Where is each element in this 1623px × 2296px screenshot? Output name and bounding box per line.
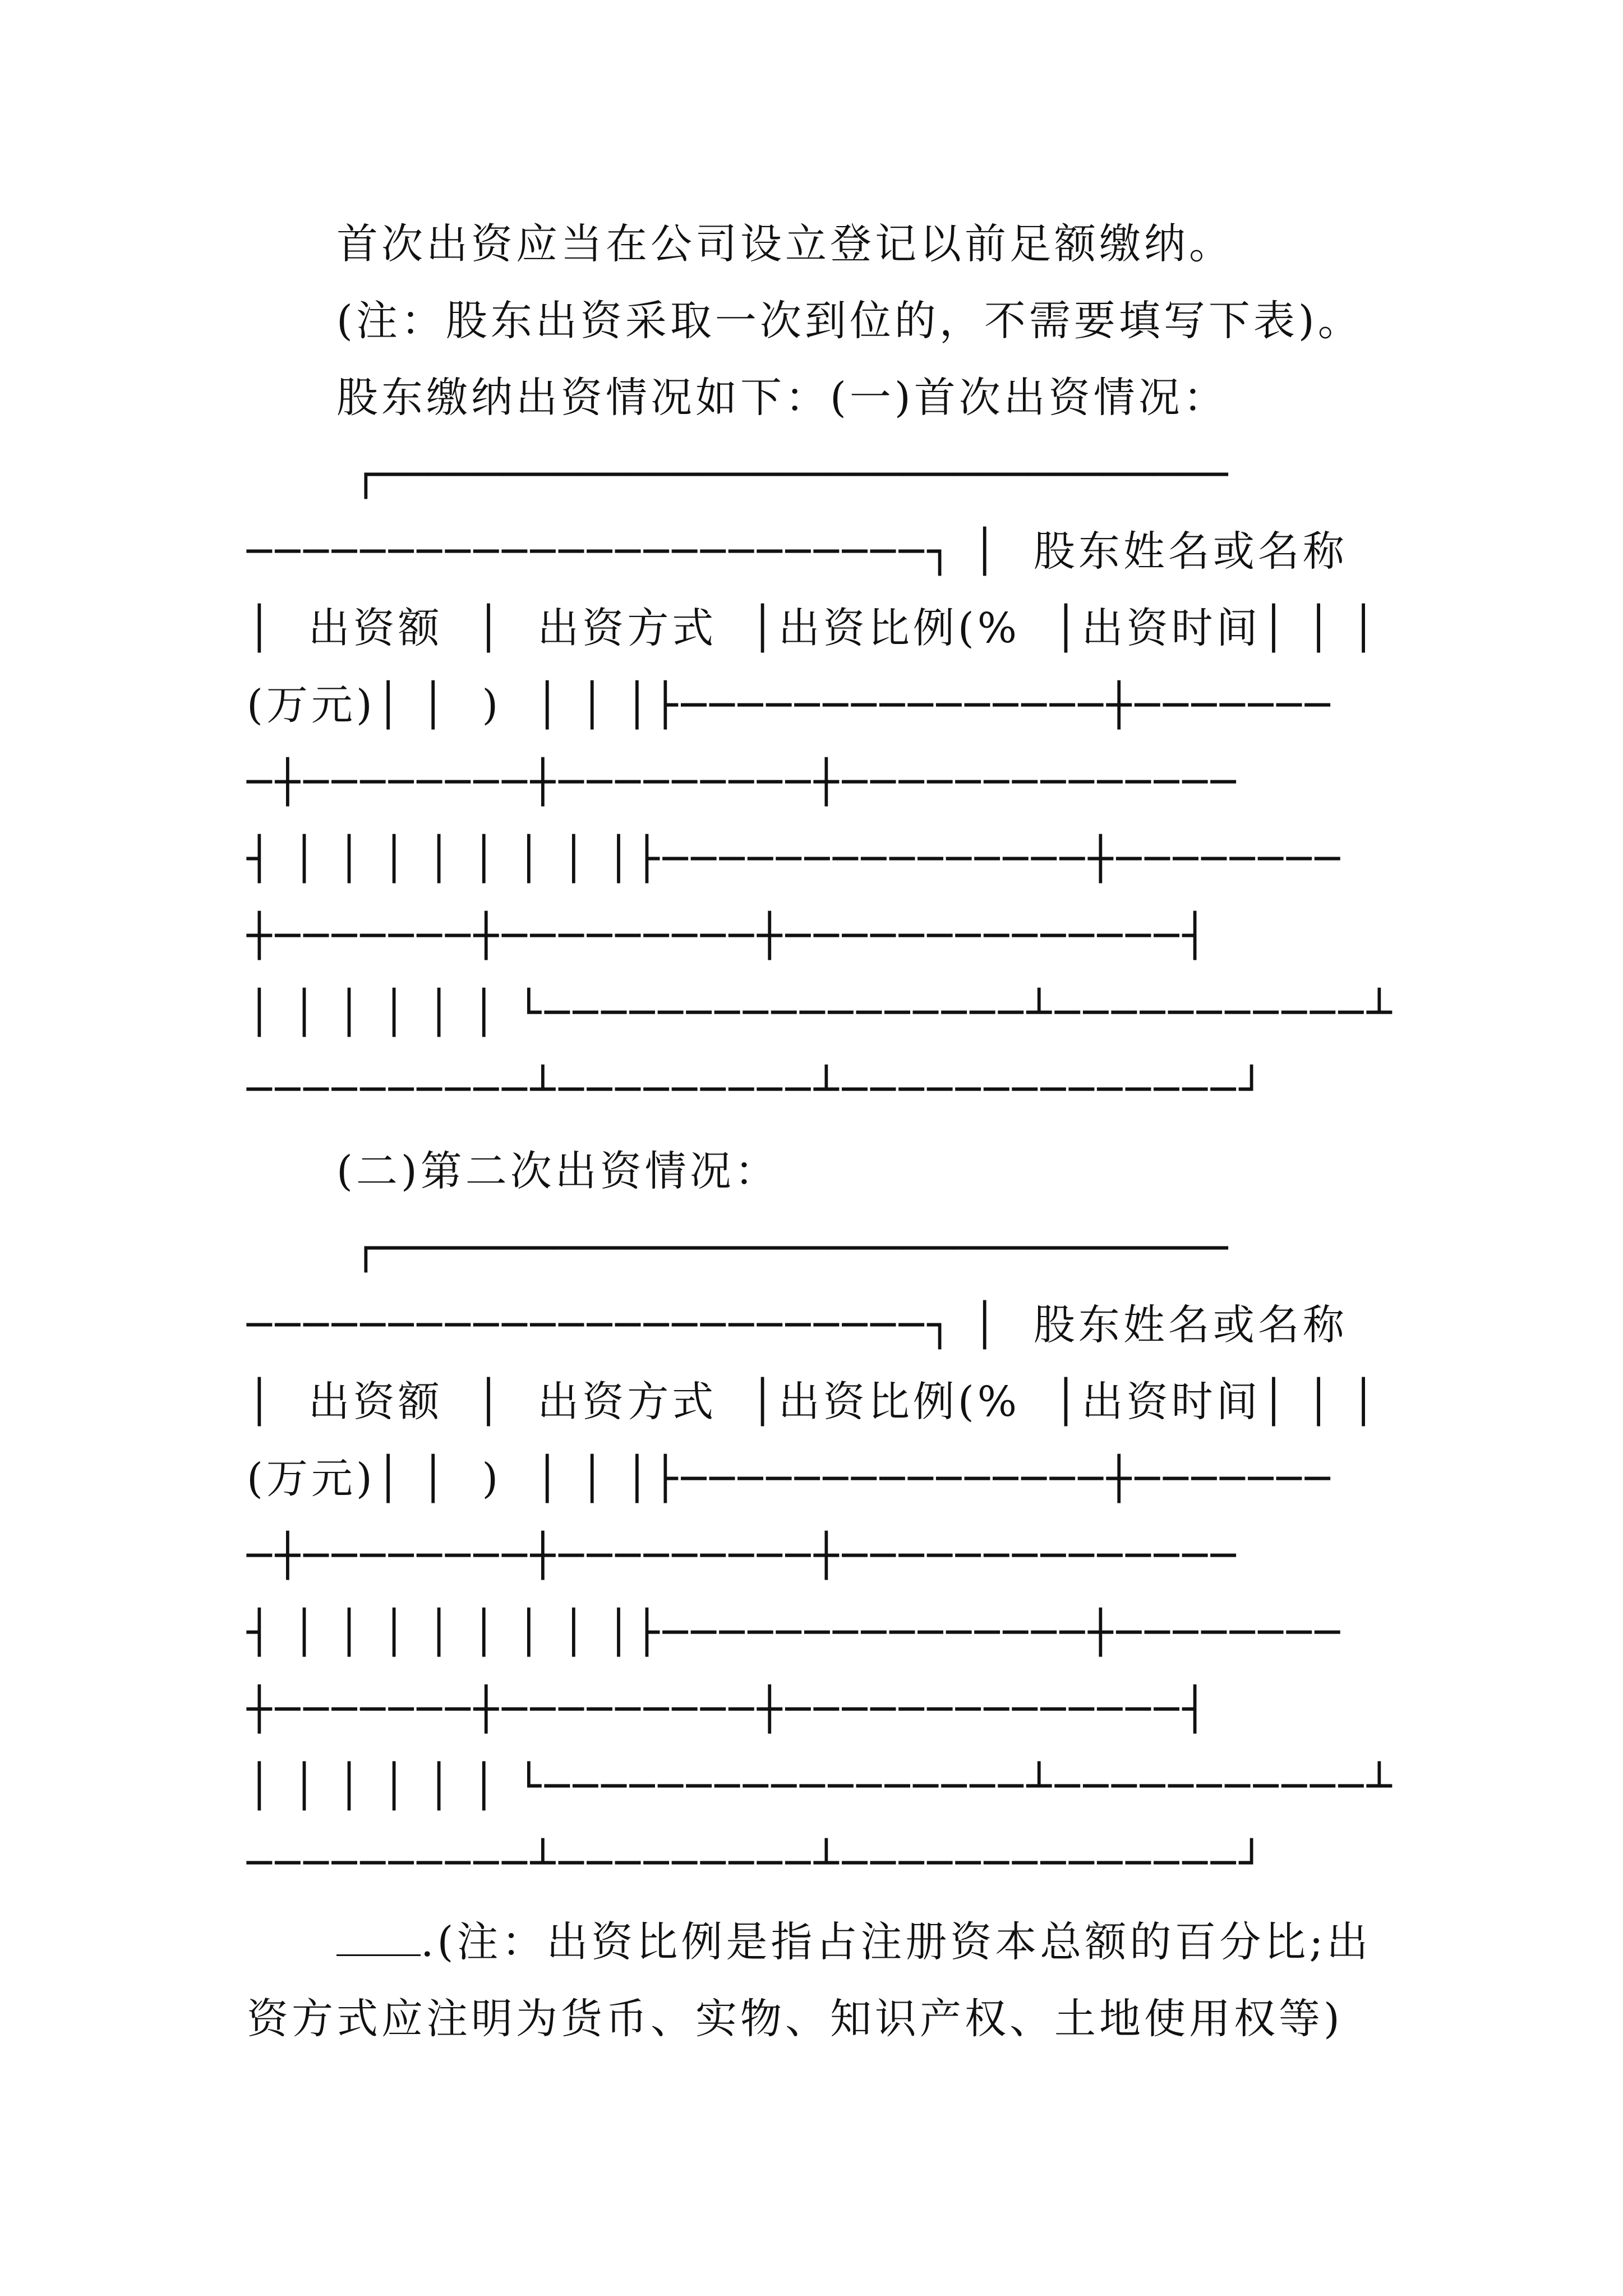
table1-row-6: ┤ │ │ │ │ │ │ │ │├───────────────┼──────── <box>247 835 1343 883</box>
table2-row-2: ────────────────────────┐ │ 股东姓名或名称 <box>247 1301 1348 1349</box>
section-heading-second-contribution: (二)第二次出资情况： <box>336 1147 780 1195</box>
blank-field <box>336 1921 421 1956</box>
note-text-1: .(注：出资比例是指占注册资本总额的百分比;出 <box>421 1918 1372 1966</box>
table1-row-1: ┌────────────────────────────────── <box>353 450 1228 499</box>
table2-row-8: │ │ │ │ │ │ └─────────────────┴───────────┴ <box>247 1762 1395 1810</box>
table2-row-5: ─┼────────┼─────────┼────────────── <box>247 1531 1239 1580</box>
table2-row-4: (万元)│ │ ) │ │ │├───────────────┼─────── <box>247 1455 1334 1503</box>
table1-row-7: ┼───────┼─────────┼──────────────┤ <box>247 912 1211 960</box>
table1-row-3: │ 出资额 │ 出资方式 │出资比例(% │出资时间│ │ │ <box>247 604 1380 652</box>
table1-row-8: │ │ │ │ │ │ └─────────────────┴───────────┴ <box>247 988 1395 1037</box>
note-line-2: 资方式应注明为货币、实物、知识产权、土地使用权等) <box>247 1995 1343 2043</box>
table2-row-9: ──────────┴─────────┴──────────────┘ <box>247 1839 1267 1887</box>
table1-row-4: (万元)│ │ ) │ │ │├───────────────┼─────── <box>247 681 1334 729</box>
note-line-1 <box>0 1914 1623 1970</box>
table2-row-6: ┤ │ │ │ │ │ │ │ │├───────────────┼──────── <box>247 1608 1343 1657</box>
paragraph-note-one-time: (注：股东出资采取一次到位的，不需要填写下表)。 <box>336 297 1363 345</box>
paragraph-contribution-intro: 股东缴纳出资情况如下：(一)首次出资情况： <box>336 374 1228 422</box>
paragraph-first-contribution-rule: 首次出资应当在公司设立登记以前足额缴纳。 <box>336 220 1234 268</box>
table2-row-7: ┼───────┼─────────┼──────────────┤ <box>247 1685 1211 1733</box>
table1-row-9: ──────────┴─────────┴──────────────┘ <box>247 1065 1267 1114</box>
table2-row-1: ┌────────────────────────────────── <box>353 1224 1228 1272</box>
table1-row-5: ─┼────────┼─────────┼────────────── <box>247 758 1239 806</box>
table2-row-3: │ 出资额 │ 出资方式 │出资比例(% │出资时间│ │ │ <box>247 1378 1380 1426</box>
table1-row-2: ────────────────────────┐ │ 股东姓名或名称 <box>247 527 1348 576</box>
